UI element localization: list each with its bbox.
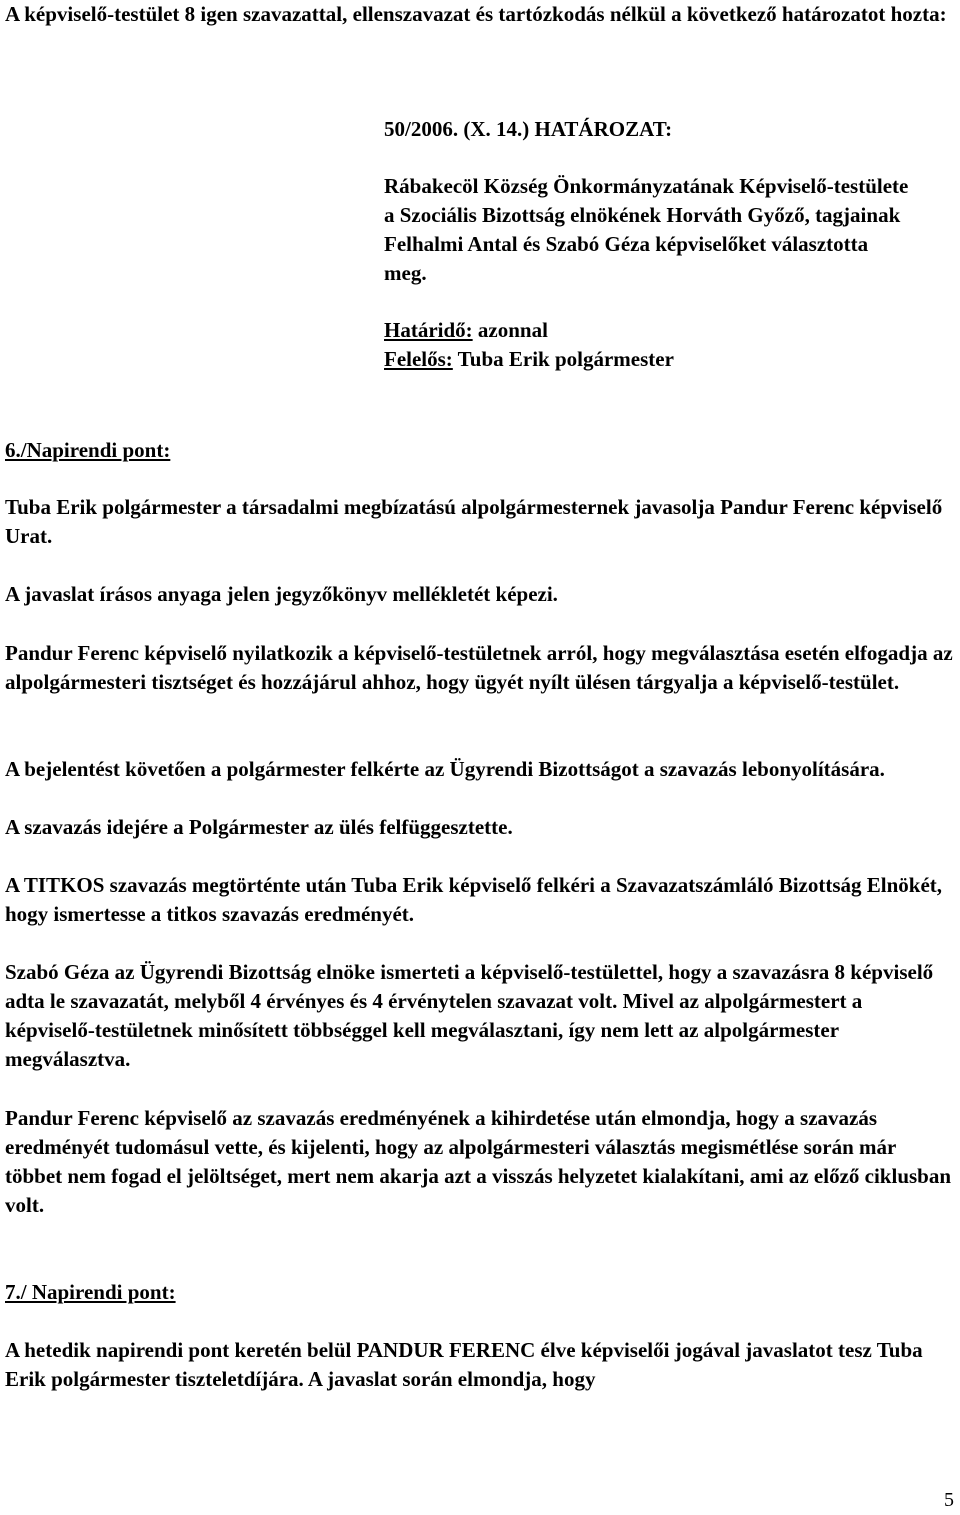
deadline-label: Határidő: bbox=[384, 318, 473, 342]
item7-heading: 7./ Napirendi pont: bbox=[5, 1280, 176, 1304]
responsible-value: Tuba Erik polgármester bbox=[452, 347, 674, 371]
responsible-line bbox=[384, 345, 944, 374]
item6-paragraph: Pandur Ferenc képviselő az szavazás eredményének a kihirdetése után elmondja, hogy a szavazás eredményét tudomásul vette, és kijelenti, hogy az alpolgármesteri választás megismétlése során már többet nem fogad el jelöltséget, mert nem akarja azt a visszás helyzetet kialakítani, ami az előző ciklusban volt. bbox=[5, 1106, 952, 1217]
deadline-line bbox=[384, 316, 944, 345]
item6-paragraph: Tuba Erik polgármester a társadalmi megbízatású alpolgármesternek javasolja Pandur Ferenc képviselő Urat. bbox=[5, 495, 943, 548]
item6-heading: 6./Napirendi pont: bbox=[5, 438, 171, 462]
responsible-label: Felelős: bbox=[384, 347, 453, 371]
item6-paragraph: Szabó Géza az Ügyrendi Bizottság elnöke ismerteti a képviselő-testülettel, hogy a szavazásra 8 képviselő adta le szavazatát, melyből 4 érvényes és 4 érvénytelen szavazat volt. Mivel az alpolgármestert a képviselő-testületnek minősített többséggel kell megválasztani, így nem lett az alpolgármester megválasztva. bbox=[5, 960, 934, 1071]
item6-paragraph: A szavazás idejére a Polgármester az ülés felfüggesztette. bbox=[5, 815, 513, 839]
item6-paragraph: Pandur Ferenc képviselő nyilatkozik a képviselő-testületnek arról, hogy megválasztása esetén elfogadja az alpolgármesteri tisztséget és hozzájárul ahhoz, hogy ügyét nyílt ülésen tárgyalja a képviselő-testület. bbox=[5, 641, 953, 694]
resolution-number: 50/2006. (X. 14.) HATÁROZAT: bbox=[384, 117, 673, 141]
item6-paragraph: A javaslat írásos anyaga jelen jegyzőkönyv mellékletét képezi. bbox=[5, 582, 558, 606]
page-number: 5 bbox=[944, 1489, 954, 1511]
item7-paragraph: A hetedik napirendi pont keretén belül PANDUR FERENC élve képviselői jogával javaslatot tesz Tuba Erik polgármester tiszteletdíjára. A javaslat során elmondja, hogy bbox=[5, 1338, 923, 1391]
item6-paragraph: A TITKOS szavazás megtörténte után Tuba Erik képviselő felkéri a Szavazatszámláló Bizottság Elnökét, hogy ismertesse a titkos szavazás eredményét. bbox=[5, 873, 943, 926]
intro-text: A képviselő-testület 8 igen szavazattal, ellenszavazat és tartózkodás nélkül a következő határozatot hozta: bbox=[5, 2, 947, 26]
resolution-text: Rábakecöl Község Önkormányzatának Képviselő-testülete a Szociális Bizottság elnökének Horváth Győző, tagjainak Felhalmi Antal és Szabó Géza képviselőket választotta meg. bbox=[384, 174, 909, 285]
item6-paragraph: A bejelentést követően a polgármester felkérte az Ügyrendi Bizottságot a szavazás lebonyolítására. bbox=[5, 757, 885, 781]
deadline-value: azonnal bbox=[472, 318, 548, 342]
